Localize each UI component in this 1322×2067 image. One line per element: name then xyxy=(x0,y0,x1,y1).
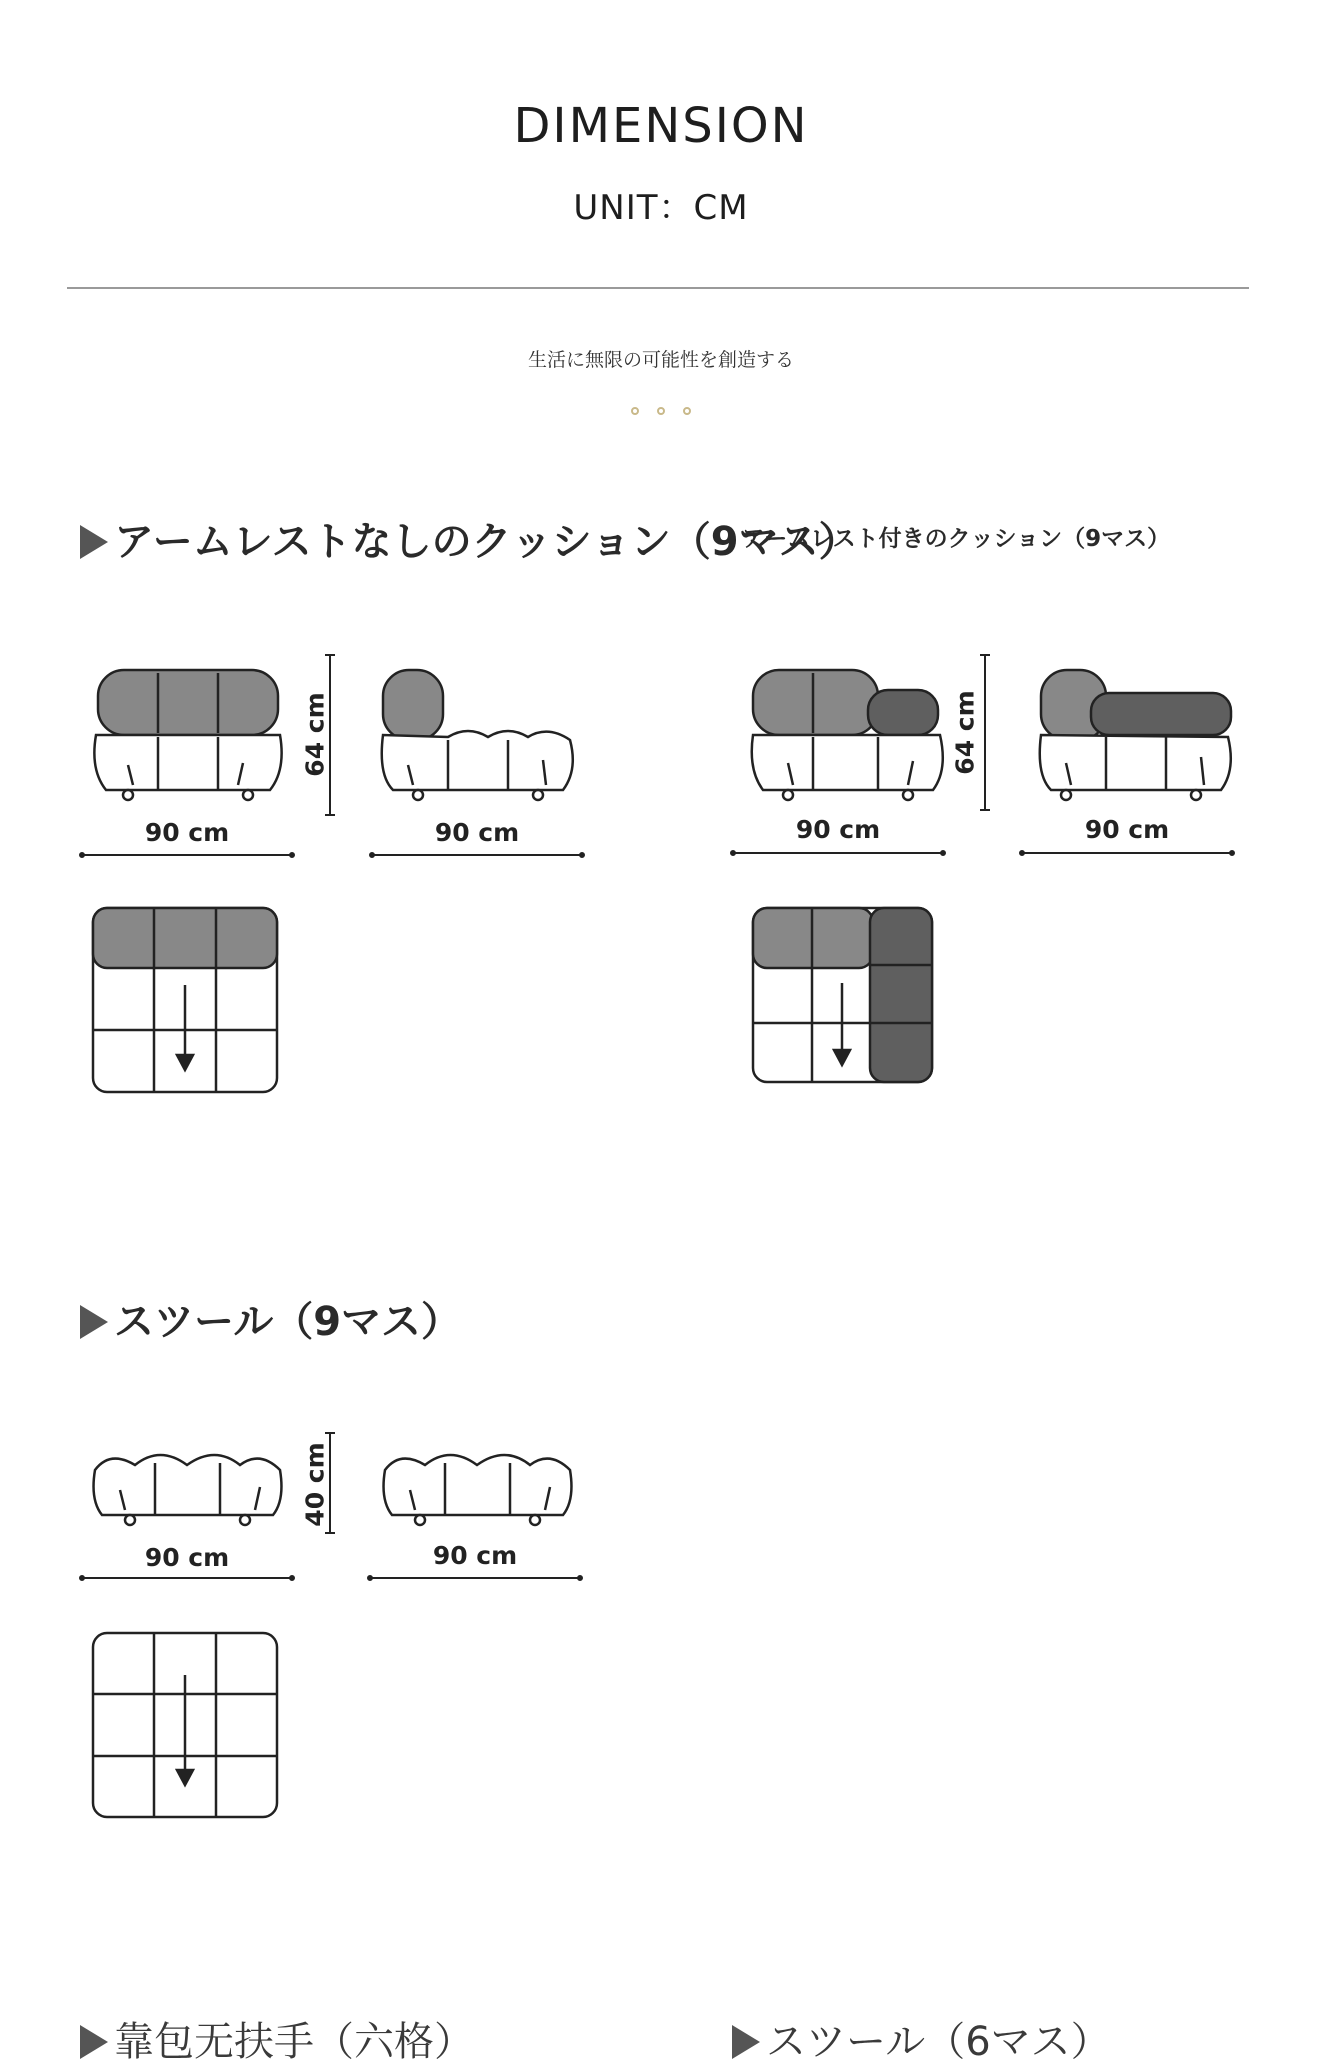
width-dimension-line xyxy=(82,850,292,860)
width-dimension-line xyxy=(1022,848,1232,858)
section-title: スツール（6マス） xyxy=(766,2019,1111,2065)
with-arm-front-view xyxy=(748,665,948,805)
triangle-bullet-icon xyxy=(80,525,108,559)
dot-icon xyxy=(631,407,639,415)
width-label: 90 cm xyxy=(795,815,881,844)
width-label: 90 cm xyxy=(434,818,520,847)
with-arm-side-view xyxy=(1036,665,1236,805)
with-arm-top-view xyxy=(750,905,935,1085)
no-arm-front-view xyxy=(88,665,288,805)
no-arm-top-view xyxy=(90,905,280,1095)
stool9-front-view xyxy=(90,1445,285,1525)
width-label: 90 cm xyxy=(144,1543,230,1572)
width-label: 90 cm xyxy=(432,1541,518,1570)
section-heading-bottom-right xyxy=(732,2010,1111,2067)
stool9-side-view xyxy=(380,1445,575,1525)
page-title: DIMENSION xyxy=(513,98,809,154)
height-label: 40 cm xyxy=(300,1442,330,1527)
section-heading-bottom-left xyxy=(80,2010,474,2067)
section-title: 靠包无扶手（六格） xyxy=(114,2019,474,2065)
width-label: 90 cm xyxy=(1084,815,1170,844)
divider xyxy=(67,287,1249,289)
width-dimension-line xyxy=(370,1573,580,1583)
width-dimension-line xyxy=(82,1573,292,1583)
triangle-bullet-icon xyxy=(80,1305,108,1339)
width-label: 90 cm xyxy=(144,818,230,847)
triangle-bullet-icon xyxy=(732,2025,760,2059)
pagination-dots xyxy=(0,400,1322,419)
stool9-top-view xyxy=(90,1630,280,1820)
dot-icon xyxy=(683,407,691,415)
section-title: スツール（9マス） xyxy=(114,1299,462,1345)
width-dimension-line xyxy=(372,850,582,860)
section-title: アームレストなしのクッション（9マス） xyxy=(114,519,859,565)
width-dimension-line xyxy=(733,848,943,858)
triangle-bullet-icon xyxy=(80,2025,108,2059)
section-heading-with-arm xyxy=(742,520,1170,553)
section-heading-stool9 xyxy=(80,1290,461,1347)
tagline: 生活に無限の可能性を創造する xyxy=(527,349,794,371)
height-label: 64 cm xyxy=(300,692,330,777)
no-arm-side-view xyxy=(378,665,578,805)
unit-label: UNIT：CM xyxy=(573,188,749,228)
section-title: アームレスト付きのクッション（9マス） xyxy=(742,526,1171,552)
dot-icon xyxy=(657,407,665,415)
height-label: 64 cm xyxy=(950,690,980,775)
